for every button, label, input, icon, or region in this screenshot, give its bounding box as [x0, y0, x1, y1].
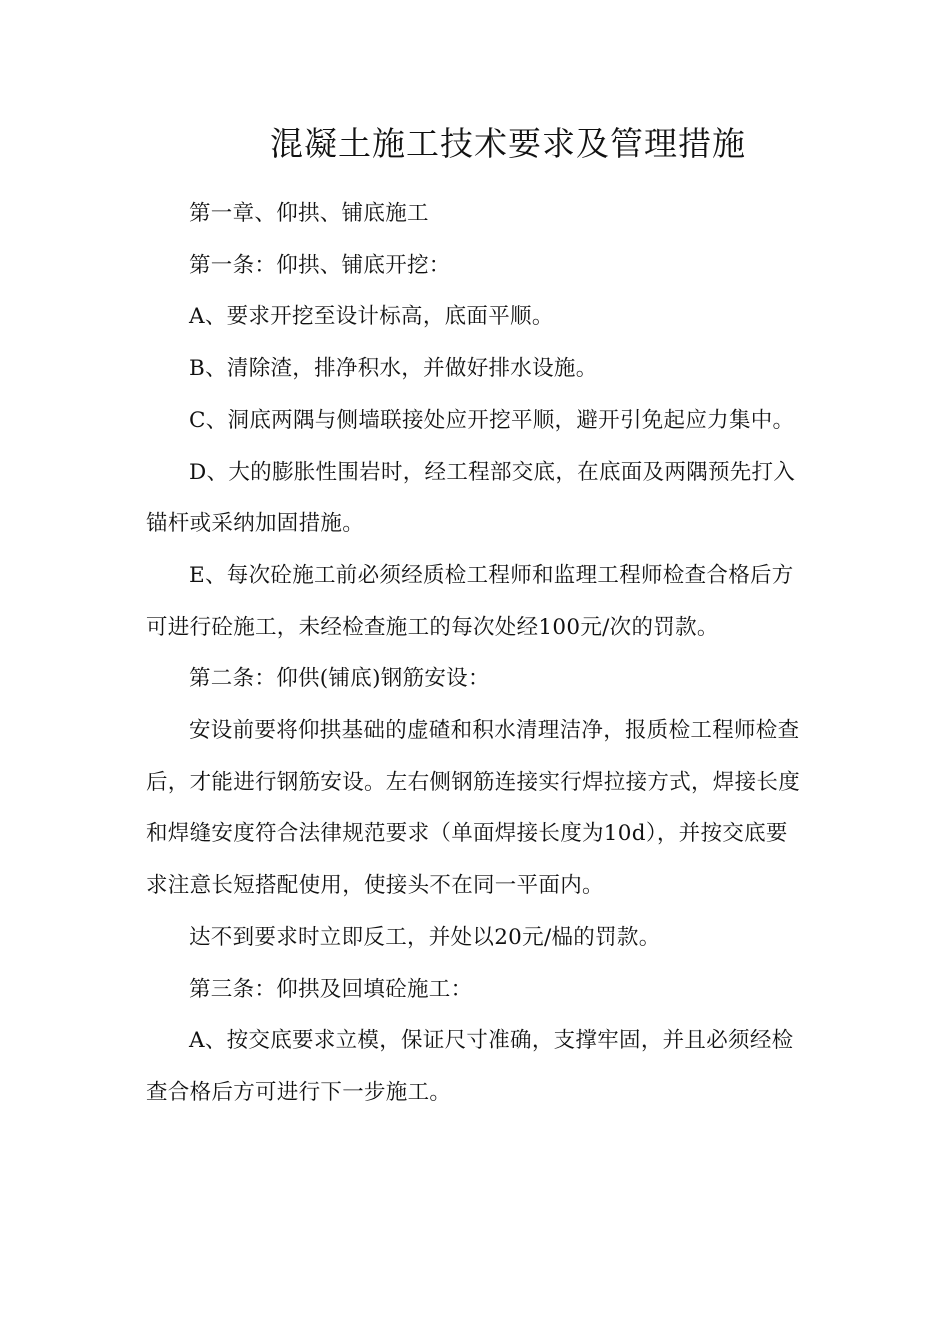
paragraph: A、按交底要求立模，保证尺寸准确，支撑牢固，并且必须经检查合格后方可进行下一步施工。 [146, 1028, 794, 1105]
paragraph: 达不到要求时立即反工，并处以20元/榀的罚款。 [189, 924, 661, 950]
chapter-heading: 第一章、仰拱、铺底施工 [189, 201, 429, 226]
paragraph: A、要求开挖至设计标高，底面平顺。 [189, 304, 554, 330]
paragraph: 安设前要将仰拱基础的虚碴和积水清理洁净，报质检工程师检查后，才能进行钢筋安设。左右侧钢筋连接实行焊拉接方式，焊接长度和焊缝安度符合法律规范要求（单面焊接长度为10d），并按交底要求注意长短搭配使用，使接头不在同一平面内。 [146, 718, 801, 899]
article-heading: 第二条：仰供(铺底)钢筋安设： [189, 666, 490, 692]
document-title: 混凝土施工技术要求及管理措施 [270, 124, 746, 163]
document-body [146, 188, 806, 1119]
article-heading: 第三条：仰拱及回填砼施工： [189, 976, 473, 1002]
paragraph: C、洞底两隅与侧墙联接处应开挖平顺，避开引免起应力集中。 [189, 407, 795, 433]
paragraph: D、大的膨胀性围岩时，经工程部交底，在底面及两隅预先打入锚杆或采纳加固措施。 [146, 459, 796, 537]
article-heading: 第一条：仰拱、铺底开挖： [189, 252, 451, 278]
paragraph: B、清除渣，排净积水，并做好排水设施。 [189, 356, 598, 382]
paragraph: E、每次砼施工前必须经质检工程师和监理工程师检查合格后方可进行砼施工，未经检查施工的每次处经100元/次的罚款。 [146, 562, 794, 640]
